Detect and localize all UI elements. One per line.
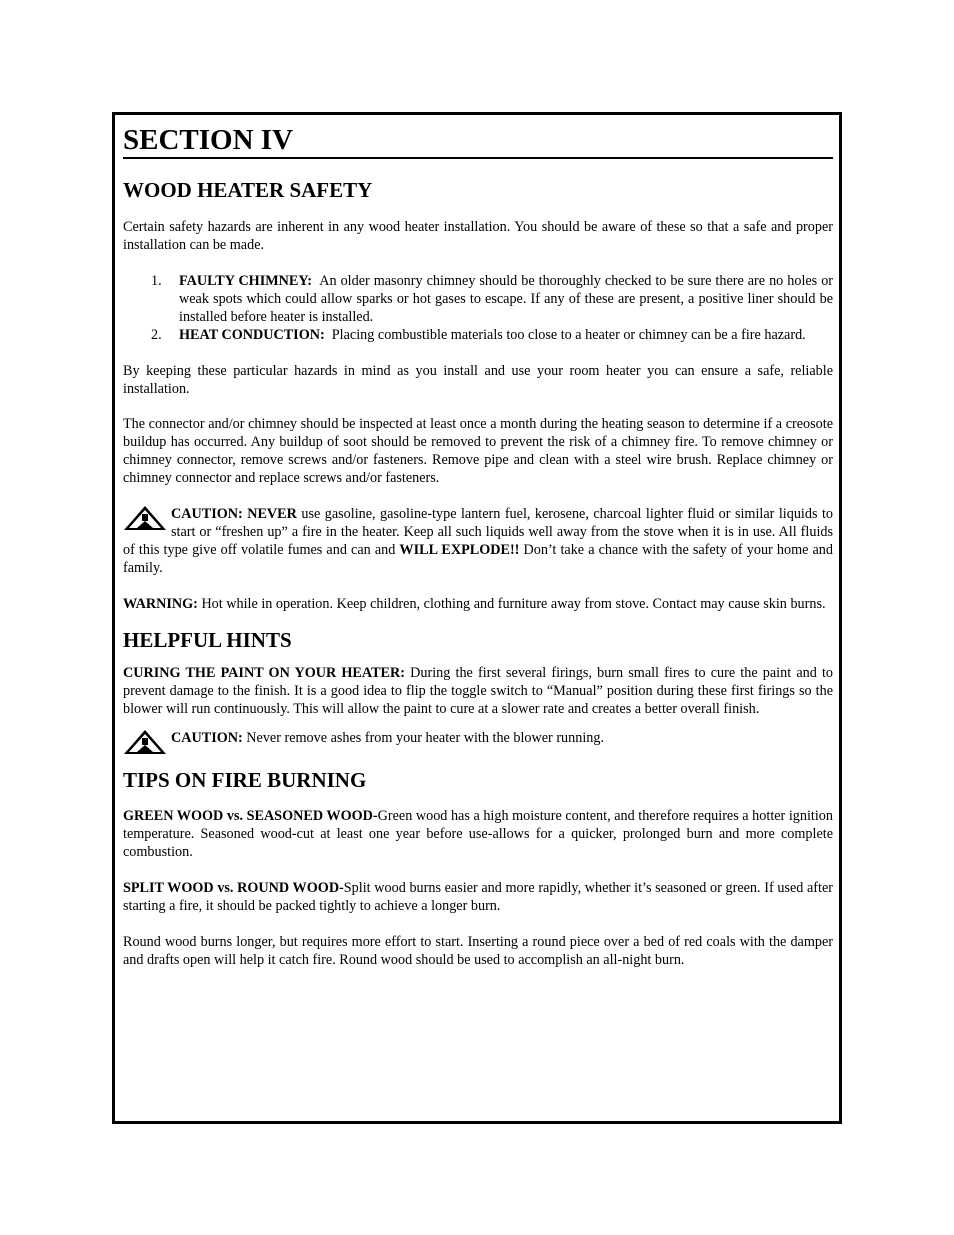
split-wood-paragraph [123,879,833,915]
hazard-list [123,272,833,344]
hints-heading: HELPFUL HINTS [123,628,292,652]
caution-warning-icon [123,729,167,755]
warning-label: WARNING: [123,596,198,612]
caution-text-b: Don’t take a chance with the safety of your home and family. [123,542,833,576]
safety-intro: Certain safety hazards are inherent in any wood heater installation. You should be aware of these so that a safe and proper installation can be made. [123,219,833,253]
hazard-title: HEAT CONDUCTION: [179,327,325,343]
split-wood-label: SPLIT WOOD vs. ROUND WOOD- [123,880,344,896]
green-wood-paragraph [123,807,833,861]
green-wood-text: Green wood has a high moisture content, and therefore requires a hotter ignition temperature. Seasoned wood-cut at least one year before use-allows for a quicker, prolonged burn and more complete combustion. [123,808,833,860]
hazard-number: 2. [151,327,162,343]
safety-heading: WOOD HEATER SAFETY [123,178,373,202]
caution-explode: WILL EXPLODE!! [399,542,520,558]
connector-paragraph: The connector and/or chimney should be inspected at least once a month during the heating season to determine if a creosote buildup has occurred. Any buildup of soot should be removed to prevent the risk of a chimney fire. To remove chimney or chimney connector, remove screws and/or fasteners. Remove pipe and clean with a steel wire brush. Replace chimney or chimney connector and replace screws and/or fasteners. [123,416,833,486]
hazard-number: 1. [151,273,162,289]
round-wood-paragraph: Round wood burns longer, but requires more effort to start. Inserting a round piece over a bed of red coals with the damper and drafts open will help it catch fire. Round wood should be used to accomplish an all-night burn. [123,934,833,968]
warning-paragraph [123,595,833,613]
caution-label: CAUTION: NEVER [171,506,297,522]
hazard-item [123,272,833,326]
hazard-item [123,326,833,344]
hazard-title: FAULTY CHIMNEY: [179,273,313,289]
green-wood-label: GREEN WOOD vs. SEASONED WOOD- [123,808,378,824]
curing-paragraph [123,664,833,718]
keeping-paragraph: By keeping these particular hazards in mind as you install and use your room heater you can ensure a safe, reliable installation. [123,363,833,397]
caution-warning-icon [123,505,167,531]
hazard-text: An older masonry chimney should be thoroughly checked to be sure there are no holes or weak spots which could allow sparks or hot gases to escape. If any of these are present, a positive liner should be installed before heater is installed. [179,273,834,325]
caution-text: Never remove ashes from your heater with the blower running. [242,730,605,746]
curing-text: During the first several firings, burn small fires to cure the paint and to prevent damage to the finish. It is a good idea to flip the toggle switch to “Manual” position during these first firings so the blower will run continuously. This will allow the paint to cure at a slower rate and creates a better overall finish. [123,665,833,717]
caution-text-a: use gasoline, gasoline-type lantern fuel, kerosene, charcoal lighter fluid or similar liquids to start or “freshen up” a fire in the heater. Keep all such liquids well away from the stove when it is in use. All fluids of this type give off volatile fumes and can and [123,506,833,558]
section-title: SECTION IV [123,123,833,159]
caution-never-paragraph [123,505,833,577]
split-wood-text: Split wood burns easier and more rapidly, whether it’s seasoned or green. If used after starting a fire, it should be packed tightly to achieve a longer burn. [123,880,833,914]
warning-text: Hot while in operation. Keep children, clothing and furniture away from stove. Contact may cause skin burns. [197,596,826,612]
page-content [123,115,833,969]
page-frame [112,112,842,1124]
curing-label: CURING THE PAINT ON YOUR HEATER: [123,665,405,681]
caution-label: CAUTION: [171,730,243,746]
caution-ashes-paragraph [123,729,833,747]
hazard-text: Placing combustible materials too close to a heater or chimney can be a fire hazard. [331,327,806,343]
tips-heading: TIPS ON FIRE BURNING [123,768,367,792]
